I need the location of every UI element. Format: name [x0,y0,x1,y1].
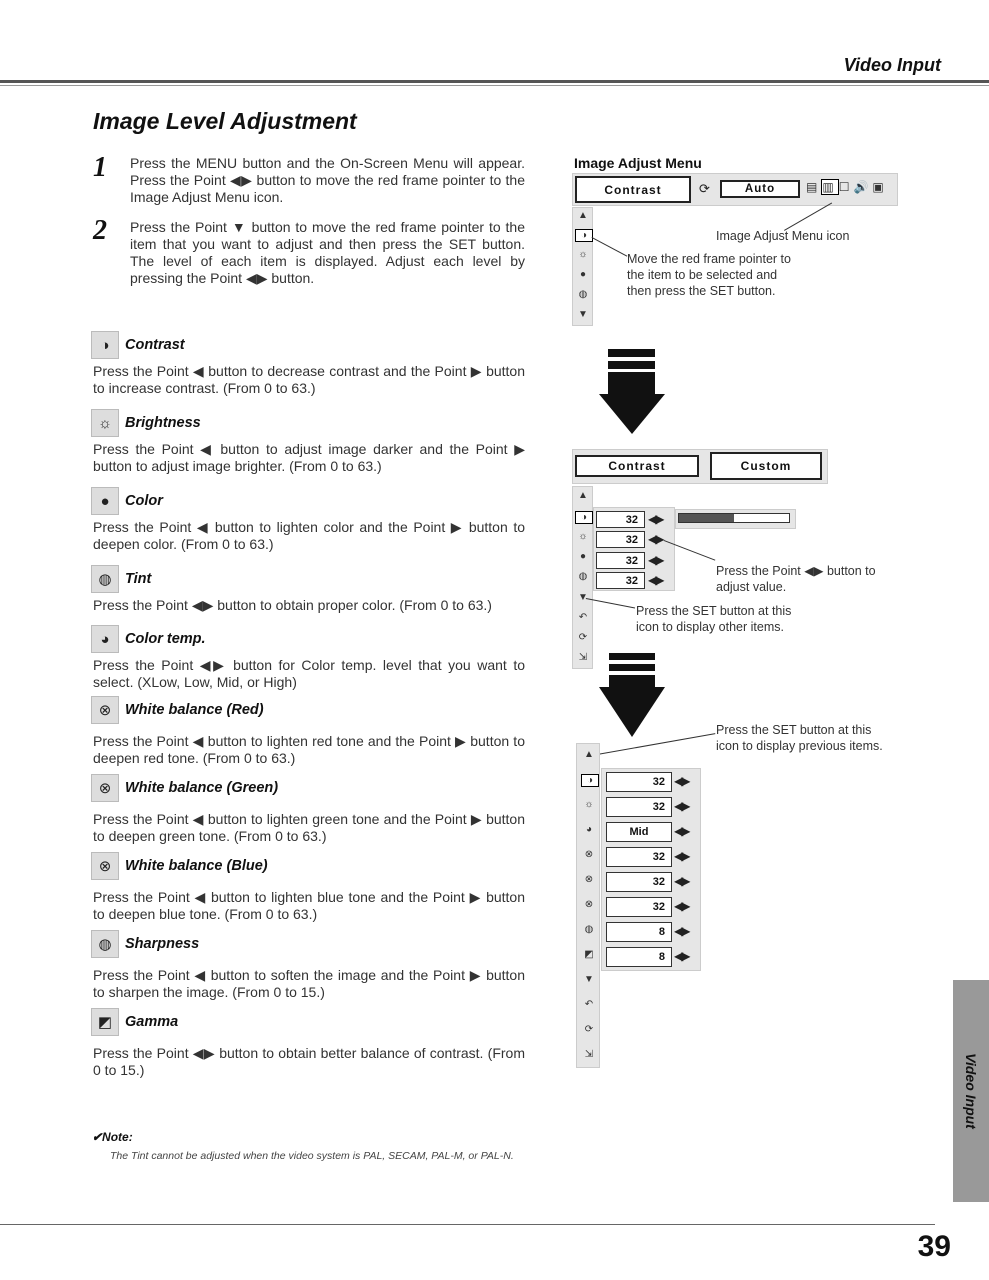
menu-item-label: Contrast [575,455,699,477]
sharpness-icon: ◍ [91,930,119,958]
item-title: Brightness [125,415,201,431]
step-number: 1 [93,152,107,183]
tint-icon: ◍ [91,565,119,593]
item-sharpness [91,930,525,1001]
reset-icon: ↶ [584,999,594,1010]
white-balance-red-icon: ⊗ [584,849,594,860]
gamma-icon: ◩ [584,949,594,960]
step-text: Press the Point ▼ button to move the red frame pointer to the item that you want to adjust and then press the SET button. The level of each item is displayed. Adjust each level by pressing the Point ◀▶ button. [130,219,525,286]
callout-line [586,598,635,609]
volume-icon: 🔊 [853,180,873,194]
value-box: 32 [596,572,645,589]
footer-rule [0,1224,935,1225]
reset-icon: ↶ [578,612,588,623]
arrow-bar [608,349,655,357]
callout-line [592,237,628,257]
item-title: Contrast [125,337,185,353]
diagram-heading: Image Adjust Menu [574,155,702,171]
up-arrow-icon: ▲ [578,210,588,221]
down-arrow-icon: ▼ [578,309,588,320]
adjust-arrows-icon[interactable]: ◀▶ [648,512,663,526]
item-title: White balance (Green) [125,780,279,796]
item-description: Press the Point ◀ button to soften the image and the Point ▶ button to sharpen the image. (From 0 to 15.) [93,967,525,1000]
arrow-bar [609,653,655,660]
adjust-arrows-icon[interactable]: ◀▶ [674,799,689,813]
callout-other-items: Press the SET button at this icon to display other items. [636,604,792,634]
note-label: ✔Note: [92,1130,133,1144]
item-title: Color [125,493,163,509]
value-box: 32 [596,552,645,569]
tint-icon: ◍ [578,289,588,300]
header-rule-thin [0,85,989,86]
item-color [91,487,525,553]
slider-fill [679,514,734,522]
down-arrow-icon [599,687,665,737]
quit-icon: ⇲ [584,1049,594,1060]
item-description: Press the Point ◀ button to lighten green tone and the Point ▶ button to deepen green tone. (From 0 to 63.) [93,811,525,844]
note-text: The Tint cannot be adjusted when the video system is PAL, SECAM, PAL-M, or PAL-N. [110,1150,514,1162]
white-balance-green-icon: ⊗ [584,874,594,885]
item-description: Press the Point ◀ button to lighten color and the Point ▶ button to deepen color. (From 0 to 63.) [93,519,525,552]
step-text: Press the MENU button and the On-Screen Menu will appear. Press the Point ◀▶ button to move the red frame pointer to the Image Adjust Menu icon. [130,155,525,205]
adjust-arrows-icon[interactable]: ◀▶ [674,774,689,788]
item-gamma [91,1008,525,1079]
down-arrow-icon: ▼ [578,592,588,603]
tint-icon: ◍ [578,571,588,582]
brightness-icon: ☼ [584,799,594,810]
menu-mode: Custom [710,452,822,480]
arrow-bar [609,664,655,671]
store-icon: ⟳ [578,632,588,643]
value-box: 32 [606,847,672,867]
value-box: 32 [596,531,645,548]
brightness-icon: ☼ [578,249,588,260]
contrast-icon: ◑ [91,331,119,359]
adjust-arrows-icon[interactable]: ◀▶ [674,849,689,863]
value-box: 32 [606,772,672,792]
white-balance-green-icon: ⊗ [91,774,119,802]
contrast-icon: ◑ [581,774,599,787]
color-icon: ● [579,551,587,562]
value-box: 32 [596,511,645,528]
store-icon: ⟳ [584,1024,594,1035]
item-description: Press the Point ◀ button to decrease contrast and the Point ▶ button to increase contrast. (From 0 to 63.) [93,363,525,396]
brightness-icon: ☼ [578,531,588,542]
item-brightness [91,409,525,475]
arrow-bar [608,361,655,369]
auto-pc-icon: ⟳ [699,181,710,196]
step-number: 2 [93,215,107,246]
item-description: Press the Point ◀▶ button for Color temp. level that you want to select. (XLow, Low, Mid, or High) [93,657,525,690]
callout-move-pointer: Move the red frame pointer to the item to be selected and then press the SET button. [627,252,791,298]
contrast-icon: ◑ [575,229,593,242]
page-number: 39 [917,1230,951,1263]
value-box: 32 [606,797,672,817]
down-arrow-icon: ▼ [584,974,594,985]
color-temp-icon: ◕ [91,625,119,653]
slider-track[interactable] [678,513,790,523]
item-title: White balance (Blue) [125,858,268,874]
callout-menu-icon: Image Adjust Menu icon [716,229,850,243]
adjust-arrows-icon[interactable]: ◀▶ [648,532,663,546]
callout-adjust-value: Press the Point ◀▶ button to adjust value. [716,564,876,594]
item-description: Press the Point ◀▶ button to obtain better balance of contrast. (From 0 to 15.) [93,1045,525,1078]
adjust-arrows-icon[interactable]: ◀▶ [674,899,689,913]
brightness-icon: ☼ [91,409,119,437]
down-arrow-icon [599,394,665,434]
item-white-balance-green [91,774,525,845]
color-icon: ● [91,487,119,515]
page-title: Image Level Adjustment [93,108,357,134]
quit-icon: ⇲ [578,652,588,663]
adjust-arrows-icon[interactable]: ◀▶ [648,553,663,567]
callout-line [784,203,832,231]
section-title: Video Input [843,55,941,75]
item-contrast [91,331,525,397]
sharpness-icon: ◍ [584,924,594,935]
menu-icons: ▤▥☐🔊▣ [806,180,888,194]
menu-item-label: Contrast [575,176,691,203]
item-description: Press the Point ◀ button to lighten blue tone and the Point ▶ button to deepen blue tone. (From 0 to 63.) [93,889,525,922]
adjust-arrows-icon[interactable]: ◀▶ [648,573,663,587]
item-white-balance-red [91,696,525,767]
contrast-icon: ◑ [575,511,593,524]
color-icon: ● [579,269,587,280]
menu-mode: Auto [720,180,800,198]
up-arrow-icon: ▲ [578,490,588,501]
value-box: 32 [606,872,672,892]
adjust-arrows-icon[interactable]: ◀▶ [674,874,689,888]
arrow-shaft [609,675,655,687]
white-balance-red-icon: ⊗ [91,696,119,724]
item-title: Sharpness [125,936,200,952]
gamma-icon: ◩ [91,1008,119,1036]
item-color-temp [91,625,525,691]
arrow-shaft [608,372,655,394]
item-tint [91,565,525,614]
color-temp-icon: ◕ [585,824,593,835]
item-title: Color temp. [125,631,206,647]
callout-previous-items: Press the SET button at this icon to display previous items. [716,723,883,753]
value-box: 32 [606,897,672,917]
item-title: Gamma [125,1014,179,1030]
value-box: 8 [606,947,672,967]
item-description: Press the Point ◀▶ button to obtain proper color. (From 0 to 63.) [93,597,492,613]
white-balance-blue-icon: ⊗ [584,899,594,910]
item-white-balance-blue [91,852,525,923]
adjust-arrows-icon[interactable]: ◀▶ [674,949,689,963]
adjust-arrows-icon[interactable]: ◀▶ [674,824,689,838]
value-box: 8 [606,922,672,942]
white-balance-blue-icon: ⊗ [91,852,119,880]
item-title: Tint [125,571,152,587]
side-tab [953,980,989,1202]
item-description: Press the Point ◀ button to adjust image darker and the Point ▶ button to adjust image brighter. (From 0 to 63.) [93,441,525,474]
up-arrow-icon: ▲ [584,749,594,760]
adjust-arrows-icon[interactable]: ◀▶ [674,924,689,938]
item-description: Press the Point ◀ button to lighten red tone and the Point ▶ button to deepen red tone. (From 0 to 63.) [93,733,525,766]
item-title: White balance (Red) [125,702,264,718]
side-tab-label: Video Input [963,1053,979,1129]
value-box: Mid [606,822,672,842]
header-rule [0,80,989,83]
